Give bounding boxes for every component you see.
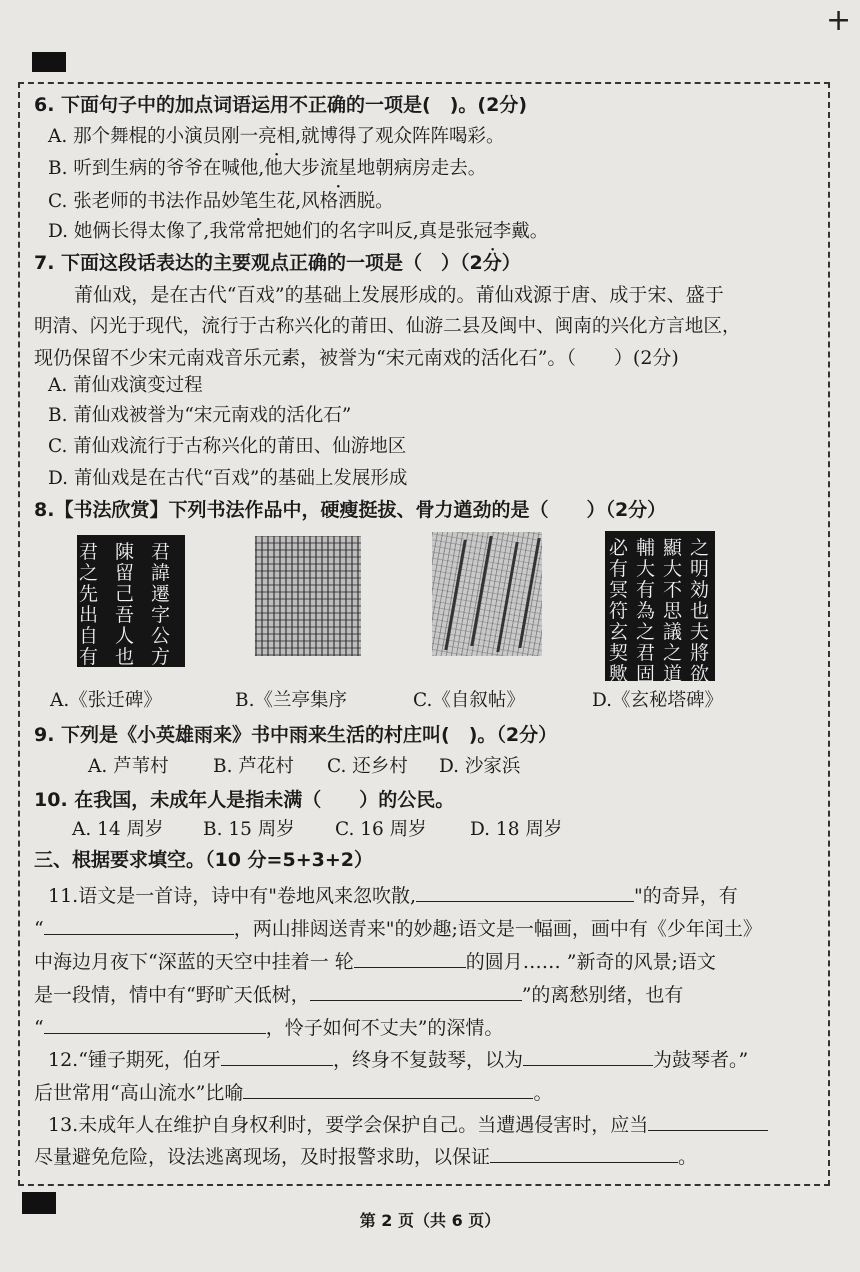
q7-option-b: B. 莆仙戏被誉为“宋元南戏的活化石”: [48, 405, 352, 426]
q6-option-a: A. 那个舞棍的小演员刚一亮相,就博得了观众阵阵喝彩。: [48, 126, 505, 147]
calligraphy-character: 有: [79, 646, 99, 667]
calligraphy-character: 符: [609, 600, 629, 622]
calligraphy-character: 君: [636, 642, 656, 664]
q9-option-d: D. 沙家浜: [439, 756, 521, 777]
q6-option-d: D. 她俩长得太像了,我常常把她们的名字叫反,真是张冠李戴。: [48, 221, 549, 242]
q6-stem: 6. 下面句子中的加点词语运用不正确的一项是( )。(2分): [34, 94, 528, 116]
calligraphy-character: 之: [636, 621, 656, 643]
calligraphy-character: 冥: [609, 579, 629, 601]
q7-stem: 7. 下面这段话表达的主要观点正确的一项是（ ）（2分）: [34, 252, 521, 274]
calligraphy-character: 諱: [151, 562, 171, 584]
q8-option-d: D.《玄秘塔碑》: [592, 690, 724, 711]
calligraphy-character: 君: [151, 541, 171, 563]
q11-line-1: 11.语文是一首诗，诗中有"卷地风来忽吹散, "的奇异，有: [48, 881, 738, 909]
q11-line-5: “ ，怜子如何不丈夫”的深情。: [34, 1013, 503, 1041]
calligraphy-character: 不: [663, 579, 683, 601]
page-footer: 第 2 页（共 6 页）: [359, 1211, 501, 1230]
q10-option-a: A. 14 周岁: [72, 819, 164, 840]
calligraphy-character: 必: [609, 537, 629, 559]
q7-option-a: A. 莆仙戏演变过程: [48, 375, 203, 396]
calligraphy-image-zixu-tie: [432, 532, 542, 656]
calligraphy-character: 陳: [115, 541, 135, 563]
q6-dotted-word-d: 张冠李戴: [455, 221, 530, 242]
q11-blank-1[interactable]: [416, 881, 634, 902]
q12-blank-1[interactable]: [221, 1045, 333, 1066]
q8-stem: 8.【书法欣赏】下列书法作品中，硬瘦挺拔、骨力遒劲的是（ ）（2分）: [34, 499, 667, 521]
calligraphy-character: 為: [636, 600, 656, 622]
crosshair-mark: +: [826, 3, 852, 38]
calligraphy-character: 吾: [115, 604, 135, 626]
q10-option-b: B. 15 周岁: [203, 819, 295, 840]
q12-line-2: 后世常用“高山流水”比喻 。: [34, 1078, 552, 1106]
q12-line-1: 12.“锺子期死，伯牙 ，终身不复鼓琴，以为 为鼓琴者。”: [48, 1045, 748, 1073]
q9-option-c: C. 还乡村: [327, 756, 408, 777]
calligraphy-character: 道: [663, 663, 683, 681]
calligraphy-character: 字: [151, 604, 171, 626]
calligraphy-character: 將: [690, 642, 710, 664]
q13-blank-2[interactable]: [490, 1142, 678, 1163]
calligraphy-character: 公: [151, 625, 171, 647]
q9-option-a: A. 芦苇村: [88, 756, 169, 777]
q7-option-c: C. 莆仙戏流行于古称兴化的莆田、仙游地区: [48, 436, 407, 457]
q6-dotted-word-c: 妙笔生花: [221, 191, 296, 212]
calligraphy-character: 大: [636, 558, 656, 580]
q11-line-2: “ ，两山排闼送青来"的妙趣;语文是一幅画，画中有《少年闰土》: [34, 914, 762, 942]
calligraphy-character: 有: [609, 558, 629, 580]
q11-line-3: 中海边月夜下“深蓝的天空中挂着一 轮 的圆月…… ”新奇的风景;语文: [34, 947, 716, 975]
calligraphy-character: 出: [79, 604, 99, 626]
q13-line-2: 尽量避免危险，设法逃离现场，及时报警求助，以保证 。: [34, 1142, 697, 1170]
calligraphy-character: 夫: [690, 621, 710, 643]
calligraphy-character: 君: [79, 541, 99, 563]
calligraphy-character: 固: [636, 663, 656, 681]
calligraphy-character: 之: [690, 537, 710, 559]
calligraphy-character: 之: [663, 642, 683, 664]
q13-blank-1[interactable]: [648, 1110, 768, 1131]
calligraphy-character: 明: [690, 558, 710, 580]
calligraphy-character: 也: [115, 646, 135, 667]
q9-stem: 9. 下列是《小英雄雨来》书中雨来生活的村庄叫( )。（2分）: [34, 724, 558, 746]
calligraphy-character: 顯: [663, 537, 683, 559]
calligraphy-image-zhang-qian-bei: [77, 535, 185, 667]
q9-option-b: B. 芦花村: [213, 756, 294, 777]
calligraphy-character: 己: [115, 583, 135, 605]
calligraphy-character: 歟: [609, 663, 629, 681]
calligraphy-character: 玄: [609, 621, 629, 643]
calligraphy-image-lanting-jixu: [255, 536, 361, 656]
q11-line-4: 是一段情，情中有“野旷天低树， ”的离愁别绪，也有: [34, 980, 683, 1008]
q7-option-d: D. 莆仙戏是在古代“百戏”的基础上发展形成: [48, 468, 408, 489]
q10-option-c: C. 16 周岁: [335, 819, 427, 840]
q7-passage-line-2: 明清、闪光于现代，流行于古称兴化的莆田、仙游二县及闽中、闽南的兴化方言地区，: [34, 316, 741, 337]
calligraphy-character: 契: [609, 642, 629, 664]
q10-option-d: D. 18 周岁: [470, 819, 563, 840]
q7-passage-line-1: 莆仙戏，是在古代“百戏”的基础上发展形成的。莆仙戏源于唐、成于宋、盛于: [74, 284, 724, 306]
q6-option-c: C. 张老师的书法作品妙笔生花,风格洒脱。: [48, 191, 394, 212]
q6-option-b: B. 听到生病的爷爷在喊他,他大步流星地朝病房走去。: [48, 158, 487, 179]
calligraphy-character: 留: [115, 562, 135, 584]
calligraphy-character: 効: [690, 579, 710, 601]
registration-mark-top-left: [32, 52, 66, 72]
q6-dotted-word-a: 亮相: [258, 126, 296, 147]
calligraphy-image-xuanmi-ta-bei: [605, 531, 715, 681]
calligraphy-character: 之: [79, 562, 99, 584]
calligraphy-character: 遷: [151, 583, 171, 605]
calligraphy-character: 自: [79, 625, 99, 647]
q12-blank-3[interactable]: [243, 1078, 533, 1099]
calligraphy-character: 議: [663, 621, 683, 643]
q11-blank-2[interactable]: [44, 914, 234, 935]
calligraphy-character: 人: [115, 625, 135, 647]
q12-blank-2[interactable]: [523, 1045, 653, 1066]
q8-option-c: C.《自叙帖》: [413, 690, 525, 711]
calligraphy-character: 思: [663, 600, 683, 622]
calligraphy-character: 大: [663, 558, 683, 580]
calligraphy-character: 方: [151, 646, 171, 667]
calligraphy-character: 欲: [690, 663, 710, 681]
q11-blank-4[interactable]: [310, 980, 522, 1001]
calligraphy-character: 先: [79, 583, 99, 605]
section-3-title: 三、根据要求填空。（10 分=5+3+2）: [34, 849, 373, 871]
q7-passage-line-3: 现仍保留不少宋元南戏音乐元素，被誉为“宋元南戏的活化石”。（ ）(2分): [34, 347, 679, 369]
calligraphy-character: 輔: [636, 537, 656, 559]
q6-dotted-word-b: 流星: [319, 158, 357, 179]
calligraphy-character: 有: [636, 579, 656, 601]
q11-blank-5[interactable]: [44, 1013, 266, 1034]
q10-stem: 10. 在我国，未成年人是指未满（ ）的公民。: [34, 789, 455, 811]
q8-option-b: B.《兰亭集序: [235, 690, 347, 711]
q11-blank-3[interactable]: [354, 947, 466, 968]
q13-line-1: 13.未成年人在维护自身权利时，要学会保护自己。当遭遇侵害时，应当: [48, 1110, 768, 1138]
q8-option-a: A.《张迁碑》: [50, 690, 162, 711]
calligraphy-character: 也: [690, 600, 710, 622]
